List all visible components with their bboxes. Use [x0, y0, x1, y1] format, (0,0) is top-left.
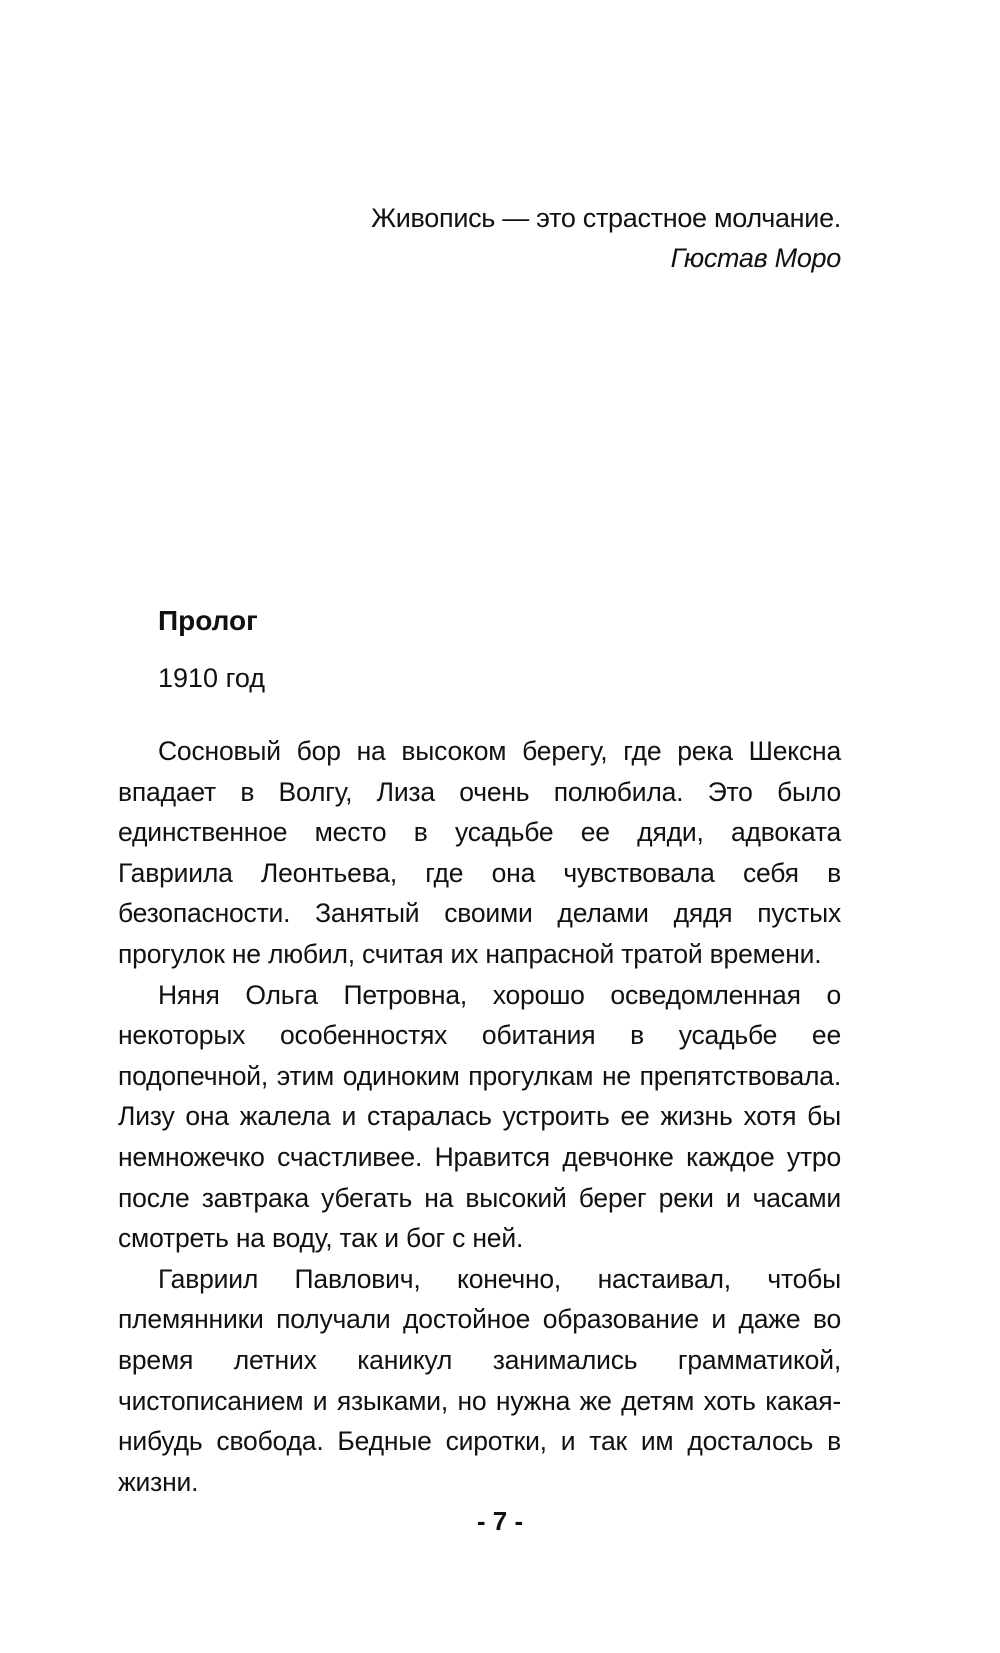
paragraph-2: Няня Ольга Петровна, хорошо осведомленная о некоторых особенностях обитания в усадьбе ее подопечной, этим одиноким прогулкам не препятствовала. Лизу она жалела и старалась устроить ее жизнь хотя бы немножечко счастливее. Нравится девчонке каждое утро после завтрака убегать на высокий берег реки и часами смотреть на воду, так и бог с ней. — [118, 979, 841, 1254]
epigraph-quote: Живопись — это страстное молчание. — [371, 203, 841, 233]
paragraph-3: Гавриил Павлович, конечно, настаивал, чтобы племянники получали достойное образование и даже во время летних каникул занимались грамматикой, чистописанием и языками, но нужна же детям хоть какая-нибудь свобода. Бедные сиротки, и так им досталось в жизни. — [118, 1263, 841, 1497]
chapter-date: 1910 год — [158, 663, 265, 693]
chapter-title: Пролог — [158, 605, 258, 636]
paragraph-1: Сосновый бор на высоком берегу, где река Шексна впадает в Волгу, Лиза очень полюбила. Это было единственное место в усадьбе ее дяди, адвоката Гавриила Леонтьева, где она чувствовала себя в безопасности. Занятый своими делами дядя пустых прогулок не любил, считая их напрасной тратой времени. — [118, 736, 841, 969]
page-number: - 7 - — [476, 1506, 524, 1536]
epigraph-author: Гюстав Моро — [670, 243, 841, 273]
body-text — [118, 731, 841, 1502]
epigraph — [300, 198, 841, 278]
